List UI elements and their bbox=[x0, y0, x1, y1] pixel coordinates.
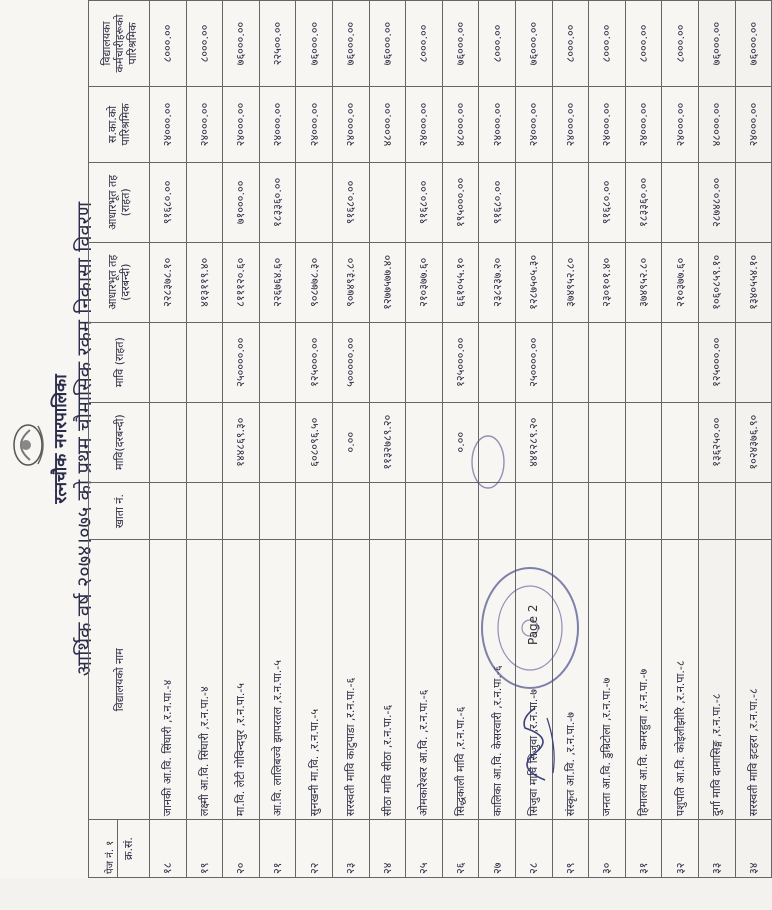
table-row bbox=[662, 1, 699, 878]
cell-sn: ३४ bbox=[735, 820, 772, 878]
cell-skm: २४०००.०० bbox=[150, 86, 187, 162]
cell-adhar-darbandi: २३०१०१.४० bbox=[589, 242, 626, 322]
page-title: आर्थिक वर्ष २०७४।०७५ को प्रथम चौमासिक रकम निकासा विवरण bbox=[72, 201, 96, 677]
cell-staff: ७६०००.०० bbox=[515, 1, 552, 87]
table-row bbox=[150, 1, 187, 878]
cell-name: पशुपति आ.वि. कोइलीझोरि ,र.न.पा.-८ bbox=[662, 540, 699, 820]
cell-sn: ३२ bbox=[662, 820, 699, 878]
cell-mavi-rahat bbox=[479, 322, 516, 402]
small-stamp-icon bbox=[468, 432, 508, 492]
cell-adhar-rahat: ७१०००.०० bbox=[223, 162, 260, 242]
cell-skm: २४०००.०० bbox=[259, 86, 296, 162]
cell-mavi-darbandi bbox=[589, 402, 626, 482]
cell-adhar-rahat bbox=[515, 162, 552, 242]
cell-skm: २४०००.०० bbox=[662, 86, 699, 162]
cell-mavi-rahat bbox=[662, 322, 699, 402]
table-row bbox=[186, 1, 223, 878]
page-footer-label: Page 2 bbox=[526, 604, 540, 645]
cell-staff: ७६०००.०० bbox=[442, 1, 479, 87]
cell-name: सीठा मावि सीठा ,र.न.पा.-६ bbox=[369, 540, 406, 820]
cell-mavi-darbandi bbox=[625, 402, 662, 482]
cell-mavi-darbandi bbox=[186, 402, 223, 482]
cell-skm: २४०००.०० bbox=[515, 86, 552, 162]
cell-skm: २४०००.०० bbox=[406, 86, 443, 162]
cell-adhar-darbandi: १२७७५७७.४० bbox=[369, 242, 406, 322]
cell-mavi-rahat: १२५०००.०० bbox=[442, 322, 479, 402]
cell-account bbox=[296, 482, 333, 540]
cell-sn: २६ bbox=[442, 820, 479, 878]
cell-staff: ८०००.०० bbox=[625, 1, 662, 87]
cell-skm: २४०००.०० bbox=[625, 86, 662, 162]
cell-name: ओमकारेश्वर आ.वि. ,र.न.पा.-६ bbox=[406, 540, 443, 820]
cell-adhar-darbandi: ३७४९५२.८० bbox=[625, 242, 662, 322]
cell-mavi-rahat bbox=[589, 322, 626, 402]
table-row bbox=[698, 1, 735, 878]
cell-adhar-darbandi: २३८२३७.२० bbox=[479, 242, 516, 322]
cell-mavi-rahat bbox=[150, 322, 187, 402]
cell-staff: ८०००.०० bbox=[552, 1, 589, 87]
cell-adhar-rahat bbox=[186, 162, 223, 242]
cell-account bbox=[369, 482, 406, 540]
cell-adhar-darbandi: २२६७६४.६० bbox=[259, 242, 296, 322]
cell-sn: २९ bbox=[552, 820, 589, 878]
cell-staff: ७६०००.०० bbox=[332, 1, 369, 87]
cell-staff: ७६०००.०० bbox=[698, 1, 735, 87]
cell-mavi-rahat bbox=[406, 322, 443, 402]
cell-mavi-rahat: ५०००००.०० bbox=[332, 322, 369, 402]
cell-adhar-rahat: १९५०००.०० bbox=[442, 162, 479, 242]
cell-name: जनता आ.वि. डुम्रिटोला ,र.न.पा.-७ bbox=[589, 540, 626, 820]
cell-account bbox=[589, 482, 626, 540]
cell-adhar-darbandi: ३७४९५२.८० bbox=[552, 242, 589, 322]
cell-account bbox=[186, 482, 223, 540]
cell-mavi-darbandi bbox=[406, 402, 443, 482]
cell-sn: २७ bbox=[479, 820, 516, 878]
cell-adhar-rahat bbox=[369, 162, 406, 242]
cell-adhar-rahat bbox=[662, 162, 699, 242]
cell-sn: २१ bbox=[259, 820, 296, 878]
cell-skm: २४०००.०० bbox=[223, 86, 260, 162]
cell-staff: ७६०००.०० bbox=[735, 1, 772, 87]
cell-account bbox=[406, 482, 443, 540]
cell-staff: ८०००.०० bbox=[186, 1, 223, 87]
cell-adhar-rahat: १८३३६०.०० bbox=[259, 162, 296, 242]
cell-mavi-darbandi: १३६२५०.०० bbox=[698, 402, 735, 482]
cell-mavi-rahat: १२५०००.०० bbox=[698, 322, 735, 402]
cell-adhar-darbandi: ९०८७७८.३० bbox=[296, 242, 333, 322]
cell-sn: १८ bbox=[150, 820, 187, 878]
table-header-row bbox=[89, 1, 150, 878]
cell-adhar-darbandi: २१०३७७.६० bbox=[662, 242, 699, 322]
cell-adhar-rahat bbox=[296, 162, 333, 242]
cell-name: हिमालय आ.वि. कमरहुवा ,र.न.पा.-७ bbox=[625, 540, 662, 820]
col-header bbox=[89, 820, 150, 878]
cell-mavi-darbandi bbox=[552, 402, 589, 482]
cell-name: आ.वि. लालिबज्वे झापरतल ,र.न.पा.-५ bbox=[259, 540, 296, 820]
cell-adhar-rahat: ९१६८०.०० bbox=[332, 162, 369, 242]
cell-mavi-rahat: २५००००.०० bbox=[515, 322, 552, 402]
cell-staff: ७६०००.०० bbox=[296, 1, 333, 87]
cell-name: मा.वि. लेटी गोविन्दपुर ,र.न.पा.-५ bbox=[223, 540, 260, 820]
cell-name: सिजुवा मावि सिजुवा ,र.न.पा.-७ bbox=[515, 540, 552, 820]
cell-mavi-darbandi bbox=[150, 402, 187, 482]
col-header-label: क्र.सं. bbox=[121, 837, 135, 860]
cell-adhar-darbandi: ८१११२०.६० bbox=[223, 242, 260, 322]
cell-skm: २४०००.०० bbox=[296, 86, 333, 162]
cell-account bbox=[223, 482, 260, 540]
cell-sn: २५ bbox=[406, 820, 443, 878]
cell-adhar-darbandi: १३४०५५४.१० bbox=[735, 242, 772, 322]
cell-staff: ७६०००.०० bbox=[223, 1, 260, 87]
cell-adhar-darbandi: १०६०८५९.१० bbox=[698, 242, 735, 322]
cell-mavi-darbandi: ०.०० bbox=[332, 402, 369, 482]
col-header: स.का.को पारिश्रमिक bbox=[89, 86, 150, 162]
table-body bbox=[150, 1, 772, 878]
cell-mavi-rahat: १२५०००.०० bbox=[296, 322, 333, 402]
cell-adhar-darbandi: २२८३७८.१० bbox=[150, 242, 187, 322]
cell-adhar-rahat: ९१६८०.०० bbox=[589, 162, 626, 242]
cell-sn: ३१ bbox=[625, 820, 662, 878]
cell-mavi-darbandi: ०.०० bbox=[442, 402, 479, 482]
cell-skm: २४०००.०० bbox=[479, 86, 516, 162]
cell-sn: ३३ bbox=[698, 820, 735, 878]
cell-mavi-darbandi: ६०८०९६.५० bbox=[296, 402, 333, 482]
municipality-name: रत्नचौक नगरपालिका bbox=[51, 374, 71, 504]
cell-adhar-rahat: ९१६८०.०० bbox=[150, 162, 187, 242]
col-header: आधारभूत तह (दरबन्दी) bbox=[89, 242, 150, 322]
cell-adhar-rahat: २८७४८०.०० bbox=[698, 162, 735, 242]
cell-mavi-rahat bbox=[186, 322, 223, 402]
cell-account bbox=[735, 482, 772, 540]
col-header: विद्यालयका कर्मचारीहरूको पारिश्रमिक bbox=[89, 1, 150, 87]
cell-sn: २२ bbox=[296, 820, 333, 878]
cell-adhar-rahat: १८३३६०.०० bbox=[625, 162, 662, 242]
cell-mavi-rahat bbox=[625, 322, 662, 402]
cell-sn: २८ bbox=[515, 820, 552, 878]
cell-mavi-darbandi bbox=[259, 402, 296, 482]
col-header: मावि(दरबन्दी) bbox=[89, 402, 150, 482]
cell-mavi-rahat bbox=[259, 322, 296, 402]
cell-account bbox=[150, 482, 187, 540]
cell-name: कालिका आ.वि. केसरवारी ,र.न.पा.-६ bbox=[479, 540, 516, 820]
cell-staff: ७६०००.०० bbox=[369, 1, 406, 87]
cell-skm: २४०००.०० bbox=[332, 86, 369, 162]
cell-adhar-darbandi: ४१३११९.४० bbox=[186, 242, 223, 322]
cell-name: संस्कृत आ.वि. ,र.न.पा.-७ bbox=[552, 540, 589, 820]
cell-adhar-darbandi: ९०७४९३.८० bbox=[332, 242, 369, 322]
table-row bbox=[625, 1, 662, 878]
table-row bbox=[259, 1, 296, 878]
cell-sn: २३ bbox=[332, 820, 369, 878]
table-row bbox=[332, 1, 369, 878]
cell-name: सरस्वती मावि काटुपाडा ,र.न.पा.-६ bbox=[332, 540, 369, 820]
table-row bbox=[369, 1, 406, 878]
col-header: आधारभूत तह (राहत) bbox=[89, 162, 150, 242]
cell-account bbox=[552, 482, 589, 540]
table-row bbox=[296, 1, 333, 878]
cell-skm: ४८०००.०० bbox=[442, 86, 479, 162]
cell-name: दुर्गा मावि दामासिङ्ग ,र.न.पा.-८ bbox=[698, 540, 735, 820]
cell-skm: २४०००.०० bbox=[552, 86, 589, 162]
cell-staff: ८०००.०० bbox=[150, 1, 187, 87]
disbursement-table bbox=[88, 0, 772, 878]
cell-skm: २४०००.०० bbox=[735, 86, 772, 162]
cell-sn: ३० bbox=[589, 820, 626, 878]
cell-sn: २४ bbox=[369, 820, 406, 878]
cell-sn: २० bbox=[223, 820, 260, 878]
cell-staff: ८०००.०० bbox=[589, 1, 626, 87]
col-header: खाता नं. bbox=[89, 482, 150, 540]
cell-mavi-darbandi bbox=[662, 402, 699, 482]
table-row bbox=[589, 1, 626, 878]
cell-account bbox=[332, 482, 369, 540]
table-row bbox=[735, 1, 772, 878]
cell-account bbox=[698, 482, 735, 540]
cell-adhar-darbandi: १२८७५०५.३० bbox=[515, 242, 552, 322]
cell-adhar-rahat bbox=[735, 162, 772, 242]
cell-staff: ८०००.०० bbox=[479, 1, 516, 87]
col-header: विद्यालयको नाम bbox=[89, 540, 150, 820]
cell-skm: २४०००.०० bbox=[589, 86, 626, 162]
cell-adhar-rahat: ९१६८०.०० bbox=[479, 162, 516, 242]
cell-name: सिद्धकाली मावि ,र.न.पा.-६ bbox=[442, 540, 479, 820]
cell-sn: १९ bbox=[186, 820, 223, 878]
signature-icon bbox=[495, 698, 565, 788]
page-number: पेज नं. १ bbox=[104, 820, 118, 877]
cell-mavi-rahat bbox=[735, 322, 772, 402]
cell-adhar-rahat bbox=[552, 162, 589, 242]
cell-mavi-darbandi: १०२४३७६.९० bbox=[735, 402, 772, 482]
cell-account bbox=[625, 482, 662, 540]
municipality-emblem-icon bbox=[8, 416, 48, 474]
cell-staff: २२५००.०० bbox=[259, 1, 296, 87]
col-header: मावि (राहत) bbox=[89, 322, 150, 402]
cell-adhar-darbandi: ६६१०५५.१० bbox=[442, 242, 479, 322]
cell-account bbox=[662, 482, 699, 540]
table-row bbox=[406, 1, 443, 878]
cell-name: सुनखनी मा.वि. ,र.न.पा.-५ bbox=[296, 540, 333, 820]
cell-mavi-rahat: २५००००.०० bbox=[223, 322, 260, 402]
cell-name: लक्ष्मी आ.वि. सिंघारी ,र.न.पा.-४ bbox=[186, 540, 223, 820]
cell-skm: ४८०००.०० bbox=[698, 86, 735, 162]
cell-skm: २४०००.०० bbox=[186, 86, 223, 162]
table-row bbox=[223, 1, 260, 878]
cell-mavi-rahat bbox=[552, 322, 589, 402]
cell-mavi-darbandi: १४४८६९.३० bbox=[223, 402, 260, 482]
cell-account bbox=[515, 482, 552, 540]
cell-account bbox=[259, 482, 296, 540]
cell-name: जानकी आ.वि. सिंघारी ,र.न.पा.-४ bbox=[150, 540, 187, 820]
cell-adhar-rahat: ९१६८०.०० bbox=[406, 162, 443, 242]
cell-staff: ८०००.०० bbox=[406, 1, 443, 87]
cell-mavi-darbandi: ११३२७८९.२० bbox=[369, 402, 406, 482]
cell-name: सरस्वती मावि इटहरा ,र.न.पा.-८ bbox=[735, 540, 772, 820]
cell-adhar-darbandi: २१०३७७.६० bbox=[406, 242, 443, 322]
cell-skm: ४८०००.०० bbox=[369, 86, 406, 162]
cell-staff: ८०००.०० bbox=[662, 1, 699, 87]
cell-mavi-rahat bbox=[369, 322, 406, 402]
cell-mavi-darbandi: ४४१२८९.२० bbox=[515, 402, 552, 482]
